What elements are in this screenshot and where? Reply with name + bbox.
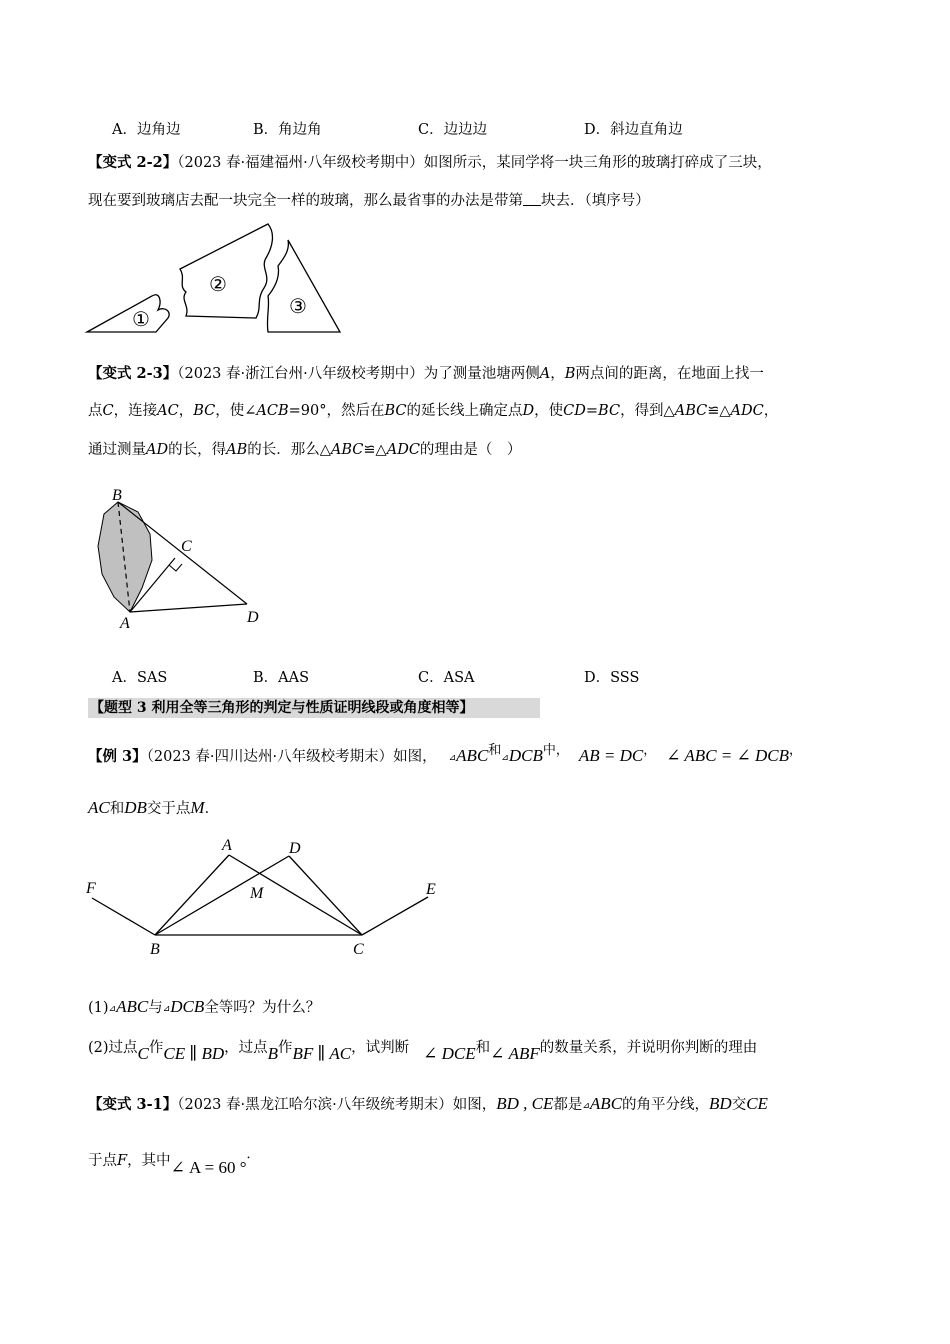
triangle-symbol: ⊿ [448, 753, 457, 763]
q22-tag: 【变式 2-2】 [88, 154, 178, 171]
ex3-comma: ， [643, 743, 657, 758]
option-c-2: C．ASA [418, 670, 475, 686]
q2-zuo: 作 [148, 1040, 164, 1056]
q23-AD: AD [146, 442, 169, 458]
q31-source: （2023 春·黑龙江哈尔滨·八年级统考期末） [177, 1097, 453, 1113]
ex3-ABC: ABC [456, 746, 489, 765]
q31-text1: 如图， [452, 1097, 497, 1113]
q31-ABC: ABC [589, 1094, 623, 1113]
q31-BD-CE: BD , CE [496, 1094, 554, 1113]
ex3-tag: 【例 3】 [88, 748, 147, 765]
q1-text: 全等吗？为什么？ [204, 1000, 321, 1016]
triangle-symbol-2: ⊿ [501, 753, 509, 763]
ex3-AC: AC [88, 798, 110, 817]
ex3-M: M [190, 798, 205, 817]
q1-ABC: ABC [116, 997, 149, 1016]
ex3-q2 [88, 1032, 757, 1063]
q23-CD: CD [563, 403, 586, 419]
q23-l3a: 通过测量 [88, 442, 146, 458]
q23-comma3: ， [763, 403, 779, 419]
q2-text2: ，过点 [224, 1040, 268, 1056]
q22-text2b: 块去．（填序号） [541, 193, 650, 209]
label-F: F [86, 880, 96, 897]
q23-tag: 【变式 2-3】 [88, 365, 178, 382]
q1-DCB: DCB [170, 997, 205, 1016]
option-b: B．角边角 [253, 122, 322, 138]
section-header: 【题型 3 利用全等三角形的判定与性质证明线段或角度相等】 [88, 698, 540, 718]
label-A-2: A [222, 837, 232, 854]
q23-source: （2023 春·浙江台州·八年级校考期中） [177, 366, 424, 382]
q23-A: A [539, 366, 551, 382]
q23-eq: = [585, 403, 599, 419]
q31-dot: ． [246, 1147, 260, 1162]
q31-text2: 都是 [553, 1097, 583, 1113]
q23-comma: ， [550, 366, 565, 382]
seg-AC [229, 855, 362, 935]
q23-B: B [564, 366, 576, 382]
label-D: D [247, 609, 259, 626]
label-M: M [250, 885, 264, 902]
label-B-2: B [150, 941, 160, 958]
q23-ADC: ADC [730, 403, 764, 419]
ex3-DB: DB [124, 798, 147, 817]
option-d-2: D．SSS [584, 670, 640, 686]
q23-BC2: BC [384, 403, 407, 419]
q31-text3: 的角平分线， [622, 1097, 710, 1113]
q31-line2 [88, 1145, 260, 1177]
option-d: D．斜边直角边 [584, 122, 683, 138]
q2-text3: ，试判断 [351, 1040, 410, 1056]
q23-l3c: 的长．那么△ [247, 442, 331, 458]
q23-l1b: 两点间的距离，在地面上找一 [575, 366, 764, 382]
q23-l2e: 的延长线上确定点 [406, 403, 523, 419]
q31-angle-A: ∠ A = 60 ° [170, 1158, 247, 1177]
triangle-symbol-4: ⊿ [162, 1004, 171, 1014]
q31-line1 [88, 1091, 768, 1119]
q23-cong2: ≌△ [363, 442, 387, 458]
ex3-and2: 和 [109, 801, 125, 817]
q23-l3d: 的理由是（ ） [419, 442, 522, 458]
q1-number: (1) [88, 1000, 109, 1016]
q31-l2a: 于点 [88, 1153, 117, 1169]
piece-label-2: ② [209, 274, 227, 296]
seg-BA [155, 855, 229, 935]
q22-source: （2023 春·福建福州·八年级校考期中） [177, 155, 424, 171]
seg-BD [155, 856, 289, 935]
q23-C: C [102, 403, 114, 419]
q23-l1a: 为了测量池塘两侧 [423, 366, 540, 382]
q23-AC: AC [157, 403, 179, 419]
q31-tag: 【变式 3-1】 [88, 1096, 178, 1113]
q31-F: F [117, 1153, 128, 1169]
ex3-comma2: ， [789, 743, 803, 758]
q23-ACB: ACB [256, 403, 289, 419]
piece-label-3: ③ [289, 296, 307, 318]
option-b-2: B．AAS [253, 670, 310, 686]
seg-CE [362, 897, 428, 935]
q23-l2a: 点 [88, 403, 103, 419]
q23-l2b: ，连接 [113, 403, 158, 419]
label-C: C [181, 538, 192, 555]
label-D-2: D [289, 840, 301, 857]
q23-ABC2: ABC [330, 442, 364, 458]
q23-AB: AB [226, 442, 248, 458]
ex3-and: 和 [488, 743, 502, 758]
ex3-AB-eq-DC: AB = DC [578, 746, 644, 765]
ex3-text: 如图， [393, 749, 437, 765]
q23-l2f: ，使 [534, 403, 564, 419]
q23-ABC: ABC [674, 403, 708, 419]
q2-text4: 的数量关系，并说明你判断的理由 [539, 1040, 758, 1056]
q2-angle-DCE: ∠ DCE [423, 1044, 476, 1063]
ex3-zhong: 中， [542, 743, 569, 758]
q1-yu: 与 [148, 1000, 163, 1016]
option-a: A．边角边 [112, 122, 181, 138]
q23-l3b: 的长，得 [168, 442, 227, 458]
q2-zuo2: 作 [278, 1040, 293, 1056]
label-E: E [426, 881, 436, 898]
q22-text2a: 现在要到玻璃店去配一块完全一样的玻璃，那么最省事的办法是带第 [88, 193, 523, 209]
option-c: C．边边边 [418, 122, 488, 138]
seg-FB [92, 898, 155, 935]
ex3-dot: ． [204, 801, 220, 817]
q2-prefix: (2)过点 [88, 1040, 138, 1056]
q23-ADC2: ADC [386, 442, 420, 458]
q2-C: C [137, 1044, 149, 1063]
q23-D: D [522, 403, 535, 419]
triangle-symbol-3: ⊿ [108, 1004, 117, 1014]
ex3-angle-eq: ∠ ABC = ∠ DCB [666, 746, 789, 765]
q2-B: B [267, 1044, 279, 1063]
q31-l2b: ，其中 [127, 1153, 171, 1169]
seg-DC [289, 856, 362, 935]
q31-jiao: 交 [731, 1097, 747, 1113]
q2-CE-parallel-BD: CE ∥ BD [163, 1044, 225, 1063]
q23-l2g: ，得到△ [620, 403, 675, 419]
option-a-2: A．SAS [112, 670, 168, 686]
ex3-source: （2023 春·四川达州·八年级校考期末） [146, 749, 394, 765]
q23-l2c: ，使∠ [215, 403, 257, 419]
q23-cong: ≌△ [707, 403, 731, 419]
q23-comma2: ， [178, 403, 194, 419]
q22-text1: 如图所示，某同学将一块三角形的玻璃打碎成了三块， [423, 155, 772, 171]
q2-angle-ABF: ∠ ABF [490, 1044, 540, 1063]
ex3-q1 [88, 994, 320, 1022]
q31-CE: CE [746, 1094, 768, 1113]
ex3-DCB: DCB [508, 746, 543, 765]
label-B: B [112, 487, 122, 504]
q23-BC: BC [193, 403, 216, 419]
q23-l2d: =90°，然后在 [288, 403, 385, 419]
q2-he: 和 [475, 1040, 491, 1056]
label-C-2: C [353, 941, 364, 958]
q2-BF-parallel-AC: BF ∥ AC [292, 1044, 352, 1063]
q23-BC3: BC [598, 403, 621, 419]
q31-BD: BD [709, 1094, 732, 1113]
label-A: A [120, 615, 130, 632]
ex3-intersect-text: 交于点 [146, 801, 191, 817]
piece-label-1: ① [132, 309, 150, 331]
triangle-symbol-5: ⊿ [582, 1101, 590, 1111]
